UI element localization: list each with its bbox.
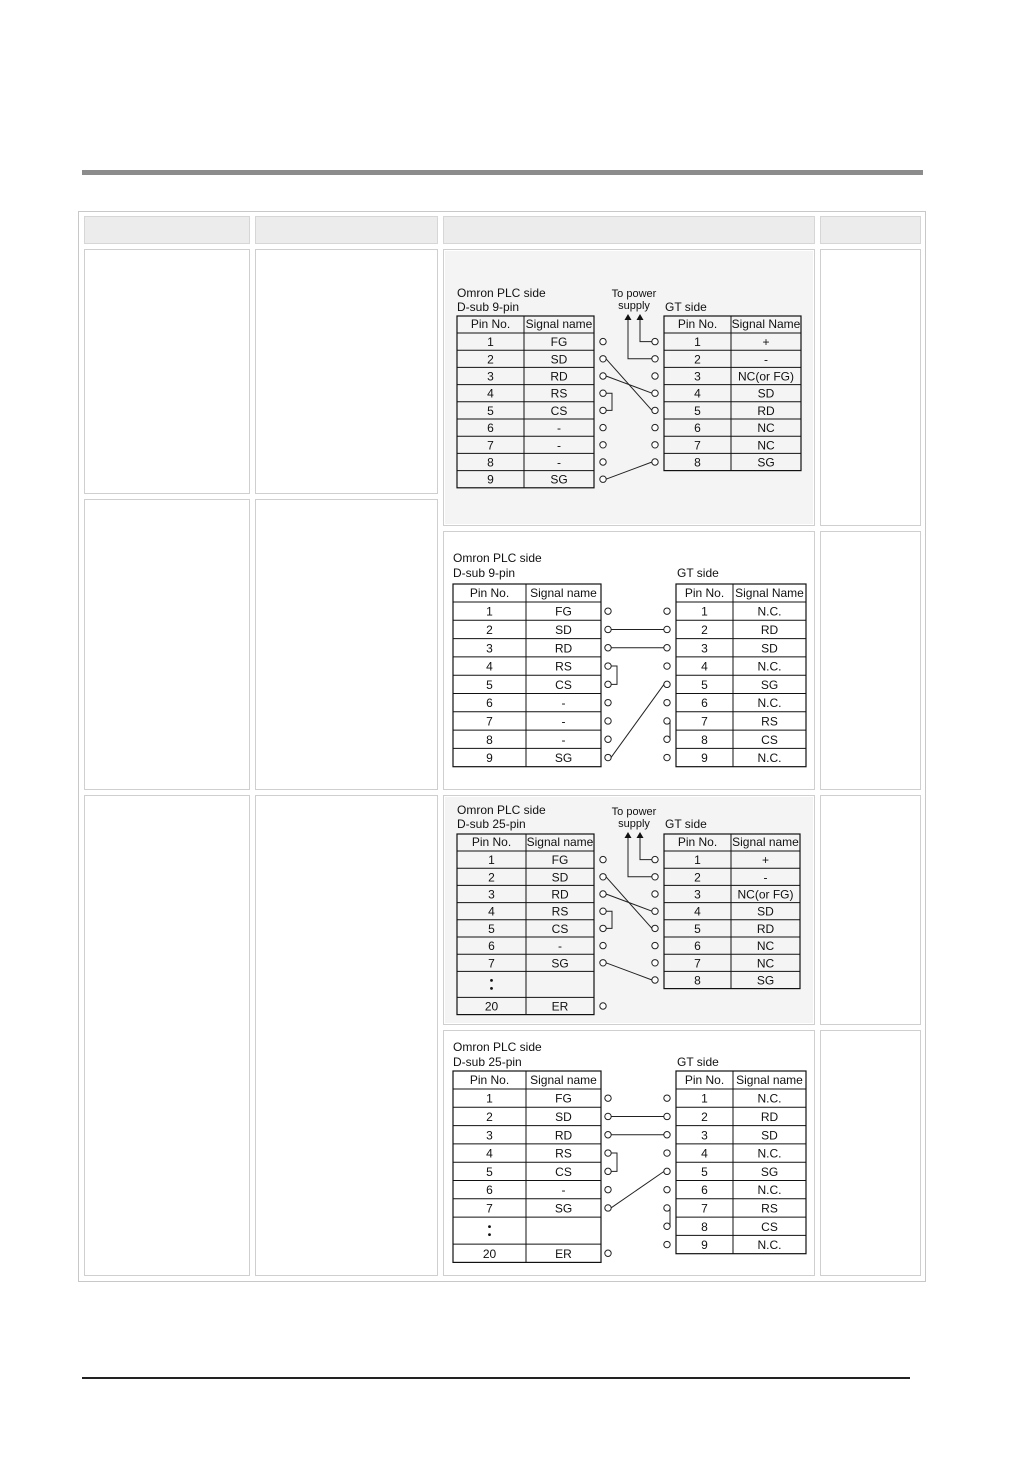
left-pin-number: 6 <box>488 939 495 954</box>
plc-terminal <box>605 626 611 632</box>
connector-type: D-sub 9-pin <box>457 300 520 314</box>
left-header-pin: Pin No. <box>471 835 512 849</box>
gt-terminal <box>652 338 658 344</box>
gt-terminal <box>664 699 670 705</box>
right-pin-number: 2 <box>701 1109 708 1124</box>
left-pin-number: 1 <box>486 1091 493 1106</box>
plc-terminal <box>605 1150 611 1156</box>
right-header-pin: Pin No. <box>684 1073 725 1087</box>
left-signal-name: CS <box>550 403 568 418</box>
plc-terminal <box>600 874 606 880</box>
right-pin-number: 3 <box>701 641 708 656</box>
power-supply-label: To power <box>611 288 657 300</box>
right-pin-number: 4 <box>701 1146 708 1161</box>
right-pin-number: 2 <box>694 870 701 885</box>
gt-terminal <box>664 1241 670 1247</box>
right-signal-name: N.C. <box>757 659 782 674</box>
gt-terminal <box>652 874 658 880</box>
left-pin-number: 6 <box>486 1183 493 1198</box>
plc-terminal <box>605 1168 611 1174</box>
connector-type: D-sub 9-pin <box>453 566 516 580</box>
right-signal-name: - <box>763 870 768 885</box>
gt-terminal <box>664 754 670 760</box>
right-pin-number: 4 <box>694 904 701 919</box>
wiring-diagram-1 <box>445 251 813 524</box>
right-signal-name: NC <box>756 956 775 971</box>
left-pin-number: 8 <box>486 732 493 747</box>
wire <box>611 666 617 684</box>
plc-terminal <box>605 1186 611 1192</box>
row-4-col-4 <box>820 1030 921 1276</box>
left-signal-name: FG <box>555 1091 572 1106</box>
gt-terminal <box>652 925 658 931</box>
left-header-pin: Pin No. <box>470 317 511 331</box>
gt-terminal <box>664 681 670 687</box>
left-pin-number: 5 <box>486 677 493 692</box>
gt-terminal <box>652 407 658 413</box>
gt-side-title: GT side <box>677 1055 719 1069</box>
left-signal-name: - <box>561 714 566 729</box>
gt-terminal <box>664 663 670 669</box>
left-signal-name: - <box>557 438 561 453</box>
right-signal-name: SG <box>757 455 775 470</box>
ellipsis-dot <box>490 987 493 990</box>
left-pin-number: 7 <box>487 438 494 453</box>
wire <box>611 1171 664 1208</box>
power-supply-label: supply <box>618 300 650 312</box>
left-pin-number: 2 <box>486 1109 493 1124</box>
plc-side-title: Omron PLC side <box>457 803 546 817</box>
right-signal-name: NC <box>757 421 775 436</box>
right-signal-name: NC <box>756 939 775 954</box>
left-signal-name: RS <box>551 904 569 919</box>
left-header-pin: Pin No. <box>469 586 510 600</box>
right-pin-number: 8 <box>694 973 701 988</box>
left-signal-name: - <box>561 696 566 711</box>
right-pin-number: 7 <box>694 956 701 971</box>
right-header-pin: Pin No. <box>677 317 718 331</box>
gt-terminal <box>652 891 658 897</box>
right-signal-name: RD <box>756 921 775 936</box>
left-signal-name: CS <box>555 677 572 692</box>
right-signal-name: CS <box>761 1219 778 1234</box>
row-2-col-1 <box>84 499 250 790</box>
right-signal-name: NC(or FG) <box>738 369 794 384</box>
gt-terminal <box>652 424 658 430</box>
right-header-signal: Signal Name <box>735 586 804 600</box>
left-signal-name: RD <box>554 1128 573 1143</box>
gt-terminal <box>664 626 670 632</box>
gt-terminal <box>664 645 670 651</box>
left-pin-number: 4 <box>486 659 493 674</box>
left-signal-name: FG <box>555 604 572 619</box>
right-pin-number: 9 <box>701 751 708 766</box>
plc-terminal <box>600 373 606 379</box>
left-header-signal: Signal name <box>530 586 597 600</box>
plc-terminal <box>600 442 606 448</box>
left-pin-number: 20 <box>484 999 499 1014</box>
left-signal-name: ER <box>551 999 569 1014</box>
wiring-diagram-4 <box>445 1032 813 1274</box>
plc-terminal <box>600 856 606 862</box>
right-signal-name: N.C. <box>757 1183 782 1198</box>
row-2-col-2 <box>255 499 438 790</box>
connector-type: D-sub 25-pin <box>453 1055 522 1069</box>
power-supply-label: To power <box>611 806 657 818</box>
left-pin-number: 9 <box>486 751 493 766</box>
left-signal-name: RD <box>554 641 573 656</box>
right-header-pin: Pin No. <box>677 835 718 849</box>
right-pin-number: 3 <box>694 369 701 384</box>
gt-side-title: GT side <box>665 300 707 314</box>
gt-terminal <box>664 736 670 742</box>
left-signal-name: SD <box>551 870 569 885</box>
left-pin-table <box>453 1071 601 1262</box>
plc-terminal <box>600 891 606 897</box>
left-pin-number: 5 <box>486 1164 493 1179</box>
right-signal-name: N.C. <box>757 1146 782 1161</box>
gt-terminal <box>664 1113 670 1119</box>
right-pin-number: 5 <box>701 1164 708 1179</box>
left-pin-number: 7 <box>486 1201 493 1216</box>
gt-terminal <box>664 1205 670 1211</box>
plc-terminal <box>600 908 606 914</box>
plc-terminal <box>605 718 611 724</box>
ellipsis-dot <box>490 979 493 982</box>
left-signal-name: CS <box>551 921 569 936</box>
right-signal-name: N.C. <box>757 751 782 766</box>
right-pin-number: 1 <box>694 335 701 350</box>
header-cell-3 <box>443 216 815 244</box>
right-signal-name: SD <box>757 904 774 919</box>
right-pin-number: 8 <box>694 455 701 470</box>
row-3-col-1 <box>84 795 250 1276</box>
left-signal-name: RS <box>555 659 572 674</box>
left-pin-number: 8 <box>487 455 494 470</box>
right-pin-number: 8 <box>701 1219 708 1234</box>
right-pin-number: 8 <box>701 732 708 747</box>
gt-terminal <box>652 356 658 362</box>
left-pin-number: 2 <box>486 622 493 637</box>
plc-terminal <box>600 1003 606 1009</box>
right-pin-number: 9 <box>701 1238 708 1253</box>
footer-rule <box>82 1377 910 1379</box>
left-pin-number: 1 <box>488 853 495 868</box>
left-signal-name: - <box>561 732 566 747</box>
gt-terminal <box>652 459 658 465</box>
right-signal-name: SD <box>761 1128 778 1143</box>
gt-terminal <box>652 373 658 379</box>
wire <box>611 1153 617 1171</box>
right-pin-number: 3 <box>701 1128 708 1143</box>
left-signal-name: SG <box>554 1201 573 1216</box>
plc-terminal <box>605 1250 611 1256</box>
right-signal-name: SD <box>761 641 778 656</box>
right-pin-number: 1 <box>701 604 708 619</box>
gt-terminal <box>652 960 658 966</box>
right-pin-number: 6 <box>694 421 701 436</box>
left-signal-name: RS <box>555 1146 572 1161</box>
plc-terminal <box>600 476 606 482</box>
right-pin-number: 4 <box>701 659 708 674</box>
left-signal-name: SD <box>550 352 568 367</box>
gt-terminal <box>652 390 658 396</box>
plc-terminal <box>605 1113 611 1119</box>
left-signal-name: SD <box>555 622 572 637</box>
plc-terminal <box>605 1095 611 1101</box>
right-signal-name: SG <box>756 973 775 988</box>
wiring-diagram-3 <box>445 797 813 1023</box>
row-1-col-4 <box>820 249 921 526</box>
right-pin-number: 5 <box>701 677 708 692</box>
right-pin-number: 6 <box>694 939 701 954</box>
plc-terminal <box>600 960 606 966</box>
left-pin-number: 3 <box>486 641 493 656</box>
right-pin-number: 4 <box>694 386 701 401</box>
right-signal-name: N.C. <box>757 696 782 711</box>
right-pin-number: 7 <box>701 1201 708 1216</box>
left-signal-name: - <box>557 455 561 470</box>
gt-terminal <box>664 1095 670 1101</box>
left-signal-name: - <box>558 939 562 954</box>
right-signal-name: RD <box>757 403 775 418</box>
right-header-signal: Signal name <box>732 835 799 849</box>
left-pin-number: 7 <box>486 714 493 729</box>
row-3-col-2 <box>255 795 438 1276</box>
gt-terminal <box>664 1223 670 1229</box>
header-rule <box>82 170 923 175</box>
gt-terminal <box>664 1168 670 1174</box>
left-pin-number: 1 <box>487 335 494 350</box>
right-header-pin: Pin No. <box>684 586 725 600</box>
right-signal-name: - <box>764 352 768 367</box>
left-pin-number: 20 <box>482 1246 497 1261</box>
left-pin-number: 6 <box>487 421 494 436</box>
left-signal-name: SG <box>554 751 573 766</box>
gt-terminal <box>664 1150 670 1156</box>
plc-terminal <box>605 681 611 687</box>
left-pin-number: 6 <box>486 696 493 711</box>
right-signal-name: + <box>761 853 770 868</box>
left-signal-name: ER <box>555 1246 572 1261</box>
left-pin-number: 4 <box>488 904 495 919</box>
plc-terminal <box>600 942 606 948</box>
header-cell-4 <box>820 216 921 244</box>
gt-terminal <box>664 718 670 724</box>
left-pin-number: 5 <box>488 921 495 936</box>
right-signal-name: NC <box>757 438 775 453</box>
plc-terminal <box>600 356 606 362</box>
gt-terminal <box>652 977 658 983</box>
right-pin-number: 2 <box>701 622 708 637</box>
left-signal-name: RS <box>550 386 568 401</box>
left-pin-number: 9 <box>487 472 494 487</box>
left-signal-name: - <box>557 421 561 436</box>
plc-terminal <box>600 459 606 465</box>
left-pin-number: 4 <box>487 386 494 401</box>
right-signal-name: N.C. <box>757 604 782 619</box>
left-pin-number: 4 <box>486 1146 493 1161</box>
right-pin-number: 5 <box>694 921 701 936</box>
plc-side-title: Omron PLC side <box>457 286 546 300</box>
left-signal-name: RD <box>550 369 568 384</box>
plc-terminal <box>600 390 606 396</box>
left-header-pin: Pin No. <box>469 1073 510 1087</box>
right-signal-name: SG <box>760 1164 779 1179</box>
power-supply-label: supply <box>618 818 650 830</box>
right-signal-name: SD <box>757 386 775 401</box>
left-signal-name: SG <box>550 472 568 487</box>
row-2-col-4 <box>820 531 921 790</box>
gt-terminal <box>652 442 658 448</box>
gt-side-title: GT side <box>677 566 719 580</box>
plc-side-title: Omron PLC side <box>453 1040 542 1054</box>
right-signal-name: RS <box>761 714 778 729</box>
wire <box>611 684 664 757</box>
gt-side-title: GT side <box>665 817 707 831</box>
right-signal-name: SG <box>760 677 779 692</box>
plc-terminal <box>605 754 611 760</box>
gt-terminal <box>652 856 658 862</box>
left-signal-name: CS <box>555 1164 572 1179</box>
right-pin-number: 5 <box>694 403 701 418</box>
left-pin-number: 2 <box>487 352 494 367</box>
right-signal-name: N.C. <box>757 1238 782 1253</box>
left-pin-number: 7 <box>488 956 495 971</box>
right-signal-name: CS <box>761 732 778 747</box>
plc-terminal <box>600 925 606 931</box>
right-header-signal: Signal Name <box>731 317 801 331</box>
row-1-col-1 <box>84 249 250 494</box>
left-signal-name: - <box>561 1183 566 1198</box>
right-signal-name: RD <box>760 622 779 637</box>
plc-side-title: Omron PLC side <box>453 551 542 565</box>
left-signal-name: FG <box>550 335 568 350</box>
connector-type: D-sub 25-pin <box>457 817 526 831</box>
gt-terminal <box>664 1132 670 1138</box>
plc-terminal <box>605 1205 611 1211</box>
left-pin-number: 3 <box>487 369 494 384</box>
left-header-signal: Signal name <box>530 1073 597 1087</box>
ellipsis-dot <box>488 1225 491 1228</box>
left-pin-number: 3 <box>488 887 495 902</box>
right-signal-name: NC(or FG) <box>737 887 794 902</box>
header-cell-1 <box>84 216 250 244</box>
plc-terminal <box>605 663 611 669</box>
right-pin-number: 2 <box>694 352 701 367</box>
plc-terminal <box>605 608 611 614</box>
right-signal-name: N.C. <box>757 1091 782 1106</box>
plc-terminal <box>600 338 606 344</box>
left-header-signal: Signal name <box>526 835 594 849</box>
right-signal-name: + <box>762 335 770 350</box>
plc-terminal <box>605 736 611 742</box>
left-pin-number: 5 <box>487 403 494 418</box>
plc-terminal <box>605 699 611 705</box>
row-1-col-2 <box>255 249 438 494</box>
gt-terminal <box>664 608 670 614</box>
left-pin-number: 2 <box>488 870 495 885</box>
header-cell-2 <box>255 216 438 244</box>
right-header-signal: Signal name <box>736 1073 803 1087</box>
right-pin-number: 6 <box>701 1183 708 1198</box>
plc-terminal <box>605 1132 611 1138</box>
left-pin-number: 1 <box>486 604 493 619</box>
ellipsis-dot <box>488 1233 491 1236</box>
gt-terminal <box>652 942 658 948</box>
plc-terminal <box>605 645 611 651</box>
right-pin-number: 7 <box>701 714 708 729</box>
left-header-signal: Signal name <box>525 317 593 331</box>
right-signal-name: RD <box>760 1109 779 1124</box>
right-pin-number: 6 <box>701 696 708 711</box>
plc-terminal <box>600 407 606 413</box>
left-signal-name: FG <box>551 853 569 868</box>
gt-terminal <box>664 1186 670 1192</box>
right-pin-number: 1 <box>694 853 701 868</box>
right-pin-number: 1 <box>701 1091 708 1106</box>
plc-terminal <box>600 424 606 430</box>
right-pin-number: 7 <box>694 438 701 453</box>
left-signal-name: RD <box>551 887 569 902</box>
left-pin-number: 3 <box>486 1128 493 1143</box>
gt-terminal <box>652 908 658 914</box>
left-signal-name: SD <box>555 1109 572 1124</box>
row-3-col-4 <box>820 795 921 1025</box>
left-signal-name: SG <box>551 956 569 971</box>
wiring-diagram-2 <box>445 533 813 788</box>
right-pin-number: 3 <box>694 887 701 902</box>
right-signal-name: RS <box>761 1201 778 1216</box>
